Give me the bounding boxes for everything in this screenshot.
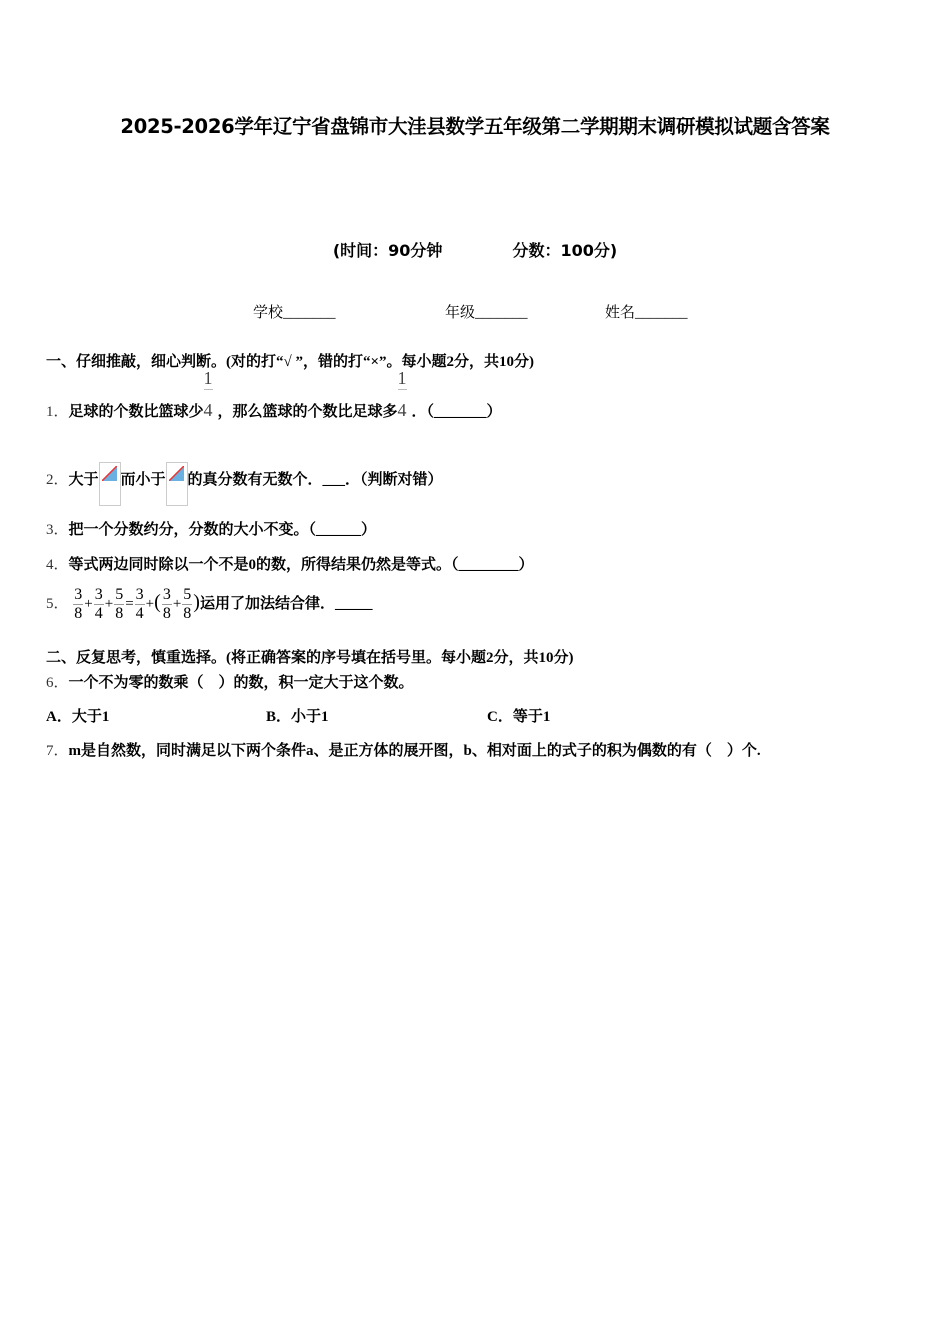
denominator: 4: [397, 400, 407, 420]
question-2: [46, 468, 443, 506]
fraction: [182, 586, 192, 623]
question-number: 7．: [46, 743, 69, 759]
denominator: 8: [162, 605, 171, 622]
fraction: [162, 586, 172, 623]
option-c: C．等于1: [487, 709, 551, 725]
question-text: 而小于: [120, 472, 166, 488]
operator: +: [145, 595, 155, 612]
paren: ): [193, 590, 200, 613]
question-5: [46, 586, 372, 623]
fraction: [73, 586, 83, 623]
numerator: 1: [203, 368, 213, 388]
question-text: 一个不为零的数乘（ ）的数，积一定大于这个数。: [68, 675, 414, 691]
question-4: [46, 553, 534, 574]
question-text: m是自然数，同时满足以下两个条件a、是正方体的展开图，b、相对面上的式子的积为偶数的有（ ）个.: [68, 743, 761, 759]
fraction: [94, 586, 104, 623]
numerator: 3: [74, 586, 83, 603]
exam-meta: [0, 238, 950, 261]
question-number: 4．: [46, 557, 69, 573]
operator: =: [125, 595, 134, 612]
question-1: [46, 368, 502, 421]
broken-image-icon: [166, 462, 188, 506]
numerator: 3: [162, 586, 171, 603]
denominator: 4: [135, 605, 144, 622]
question-text: ，那么篮球的个数比足球多: [217, 404, 398, 420]
operator: +: [172, 595, 182, 612]
fraction: [114, 586, 124, 623]
numerator: 5: [115, 586, 124, 603]
question-7: [46, 739, 761, 760]
question-3: [46, 518, 376, 539]
document-title: 2025-2026学年辽宁省盘锦市大洼县数学五年级第二学期期末调研模拟试题含答案: [120, 115, 830, 138]
denominator: 4: [203, 400, 213, 420]
question-number: 2．: [46, 472, 69, 488]
score-label: 分数：100分): [512, 241, 618, 260]
school-field: 学校_______: [253, 305, 336, 321]
question-number: 6．: [46, 675, 69, 691]
question-number: 5．: [46, 595, 69, 612]
time-label: (时间：90分钟: [332, 241, 443, 260]
denominator: 8: [183, 605, 192, 622]
question-number: 1．: [46, 404, 69, 420]
question-text: 的真分数有无数个．___．（判断对错）: [187, 472, 443, 488]
denominator: 4: [94, 605, 103, 622]
fraction: [135, 586, 145, 623]
numerator: 3: [94, 586, 103, 603]
question-6: [46, 671, 414, 692]
question-text: 等式两边同时除以一个不是0的数，所得结果仍然是等式。（________）: [68, 557, 534, 573]
fraction: [397, 368, 412, 421]
option-b: B．小于1: [266, 709, 329, 725]
numerator: 3: [135, 586, 144, 603]
answer-blank: ．（_______）: [411, 404, 502, 420]
question-text: 足球的个数比篮球少: [68, 404, 204, 420]
numerator: 1: [397, 368, 407, 388]
question-number: 3．: [46, 522, 69, 538]
denominator: 8: [115, 605, 124, 622]
option-a: A．大于1: [46, 709, 110, 725]
name-field: 姓名_______: [605, 305, 688, 321]
section1-heading: 一、仔细推敲，细心判断。(对的打“√ ”，错的打“×”。每小题2分，共10分): [46, 354, 535, 370]
section2-heading: 二、反复思考，慎重选择。(将正确答案的序号填在括号里。每小题2分，共10分): [46, 650, 574, 666]
question-text: 把一个分数约分，分数的大小不变。（______）: [68, 522, 377, 538]
operator: +: [104, 595, 114, 612]
fraction: [203, 368, 218, 421]
question-text: 运用了加法结合律．_____: [199, 595, 373, 612]
denominator: 8: [74, 605, 83, 622]
broken-image-icon: [99, 462, 121, 506]
operator: +: [84, 595, 93, 612]
grade-field: 年级_______: [445, 305, 528, 321]
question-text: 大于: [68, 472, 99, 488]
paren: (: [154, 590, 161, 613]
numerator: 5: [183, 586, 192, 603]
